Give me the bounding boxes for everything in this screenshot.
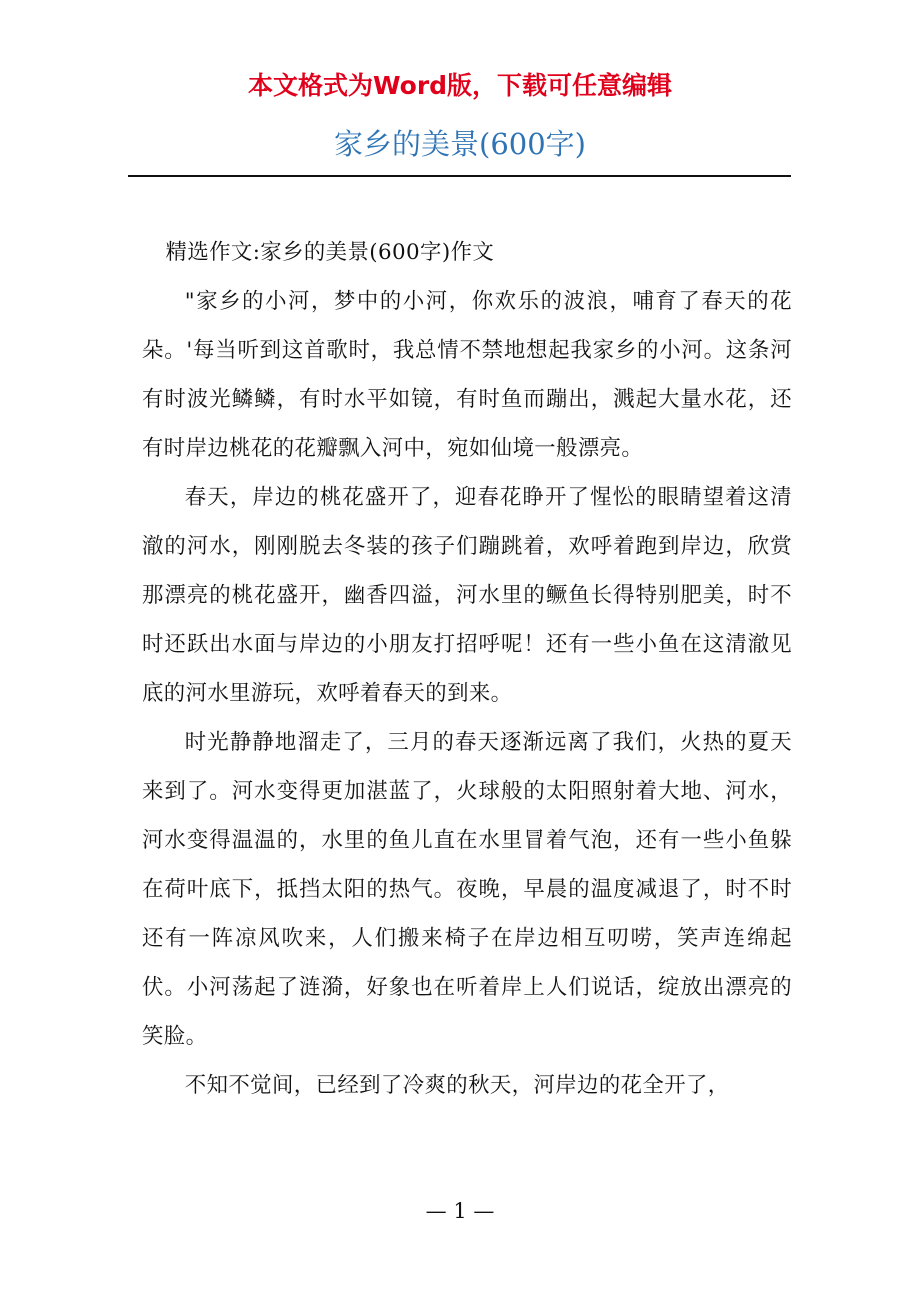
article-paragraph: 不知不觉间，已经到了冷爽的秋天，河岸边的花全开了， [184,1073,730,1098]
format-notice-banner: 本文格式为Word版，下载可任意编辑 [247,71,673,100]
document-title: 家乡的美景(600字) [334,127,586,161]
article-intro-line: 精选作文:家乡的美景(600字)作文 [165,240,495,265]
page-number: — 1 — [425,1199,495,1223]
article-paragraph: "家乡的小河，梦中的小河，你欢乐的波浪，哺育了春天的花朵。'每当听到这首歌时，我总情不禁地想起我家乡的小河。这条河有时波光鳞鳞，有时水平如镜，有时鱼而蹦出，溅起大量水花，还有时岸边桃花的花瓣飘入河中，宛如仙境一般漂亮。 [142,289,792,461]
title-underline-divider [128,175,791,177]
article-paragraph: 时光静静地溜走了，三月的春天逐渐远离了我们，火热的夏天来到了。河水变得更加湛蓝了，火球般的太阳照射着大地、河水，河水变得温温的，水里的鱼儿直在水里冒着气泡，还有一些小鱼躲在荷叶底下，抵挡太阳的热气。夜晚，早晨的温度减退了，时不时还有一阵凉风吹来，人们搬来椅子在岸边相互叨唠，笑声连绵起伏。小河荡起了涟漪，好象也在听着岸上人们说话，绽放出漂亮的笑脸。 [142,730,792,1049]
article-body [142,228,792,1110]
article-paragraph: 春天，岸边的桃花盛开了，迎春花睁开了惺忪的眼睛望着这清澈的河水，刚刚脱去冬装的孩子们蹦跳着，欢呼着跑到岸边，欣赏那漂亮的桃花盛开，幽香四溢，河水里的鳜鱼长得特别肥美，时不时还跃出水面与岸边的小朋友打招呼呢！还有一些小鱼在这清澈见底的河水里游玩，欢呼着春天的到来。 [142,485,792,706]
